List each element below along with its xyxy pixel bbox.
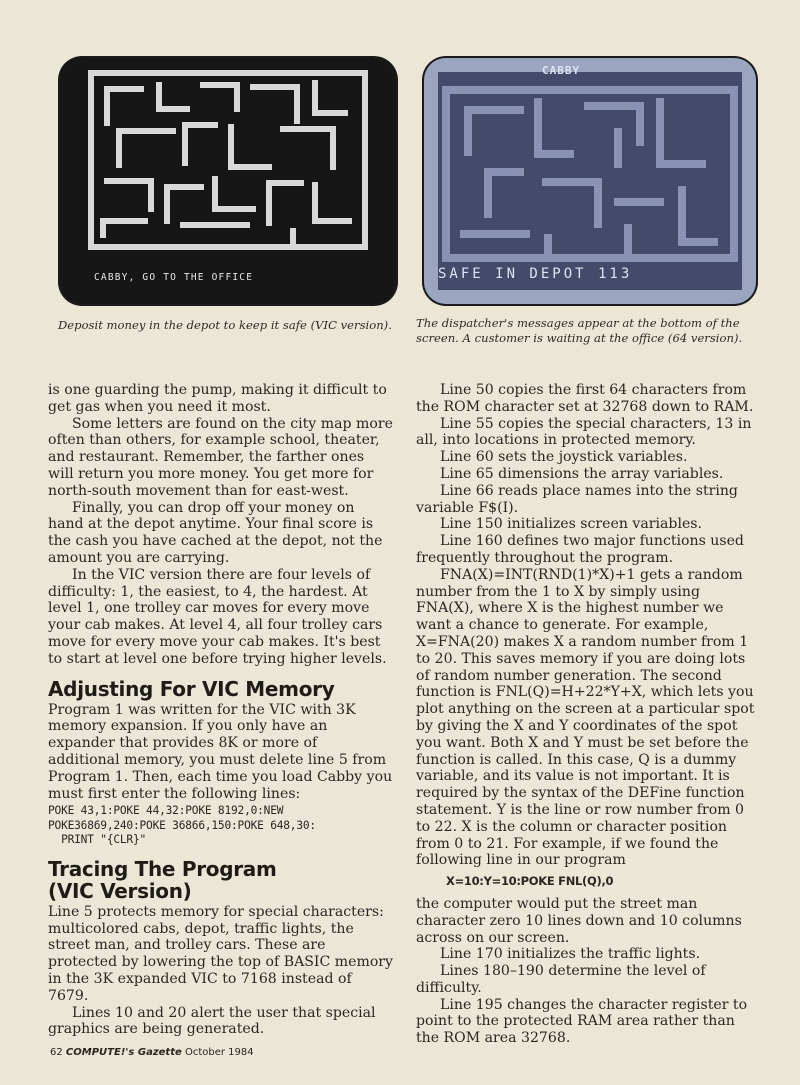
paragraph: Line 55 copies the special characters, 13 in all, into locations in protected memory. [416,415,752,449]
paragraph: Lines 180–190 determine the level of difficulty. [416,963,706,996]
paragraph: In the VIC version there are four levels of difficulty: 1, the easiest, to 4, the hardest. At level 1, one trolley car moves for every move your cab makes. At level 4, all four trolley cars move for every move your cab makes. It's best to start at level one before trying higher levels. [48,566,387,667]
paragraph: Lines 10 and 20 alert the user that special graphics are being generated. [48,1004,376,1038]
paragraph: FNA(X)=INT(RND(1)*X)+1 gets a random number from the 1 to X by simply using FNA(X), where X is the highest number we want a chance to generate. For example, X=FNA(20) makes X a random number from 1 to 20. This saves memory if you are doing lots of random number generation. The second function is FNL(Q)=H+22*Y+X, which lets you plot anything on the screen at a particular spot by giving the X and Y coordinates of the spot you want. Both X and Y must be set before the function is called. In this case, Q is a dummy variable, and its value is not important. It is required by the syntax of the DEFine function statement. Y is the line or row number from 0 to 22. X is the column or character position from 0 to 21. For example, if we found the following line in our program [416,566,755,869]
section-heading: Tracing The Program [48,856,277,881]
paragraph: Line 60 sets the joystick variables. [440,449,688,466]
paragraph: Line 66 reads place names into the string variable F$(I). [416,482,738,516]
vic-caption: Deposit money in the depot to keep it safe (VIC version). [58,318,392,332]
code-listing: POKE 43,1:POKE 44,32:POKE 8192,0:NEW POKE36869,240:POKE 36866,150:POKE 648,30: PRINT "{CLR}" [48,804,316,847]
right-column [416,382,761,1047]
page-number: 62 [50,1047,63,1058]
vic-maze-graphic [60,58,396,304]
left-column [48,382,393,1038]
page-footer [50,1047,254,1058]
code-line: X=10:Y=10:POKE FNL(Q),0 [446,874,614,889]
c64-title: CABBY [542,64,581,77]
paragraph: Program 1 was written for the VIC with 3K memory expansion. If you only have an expander that provides 8K or more of additional memory, you must delete line 5 from Program 1. Then, each time you load Cabby you must first enter the following lines: [48,701,393,802]
paragraph: Line 150 initializes screen variables. [440,516,703,533]
paragraph: is one guarding the pump, making it difficult to get gas when you need it most. [48,382,387,415]
paragraph: Line 170 initializes the traffic lights. [440,946,701,963]
c64-screenshot [424,58,756,304]
c64-caption: The dispatcher's messages appear at the bottom of the screen. A customer is waiting at the office (64 version). [416,316,743,345]
issue-date: October 1984 [184,1047,254,1058]
paragraph: Line 50 copies the first 64 characters from the ROM character set at 32768 down to RAM. [416,382,754,415]
paragraph: Line 195 changes the character register to point to the protected RAM area rather than the ROM area 32768. [416,996,748,1047]
c64-dispatcher-message: SAFE IN DEPOT 113 [438,266,633,282]
paragraph: Some letters are found on the city map more often than others, for example school, theater, and restaurant. Remember, the farther ones will return you more money. You get more for north-south movement than for east-west. [48,415,393,499]
paragraph: the computer would put the street man character zero 10 lines down and 10 columns across on our screen. [416,895,742,946]
section-heading: (VIC Version) [48,878,192,903]
section-heading: Adjusting For VIC Memory [48,676,335,701]
vic-dispatcher-message: CABBY, GO TO THE OFFICE [94,272,254,283]
vic-screenshot [60,58,396,304]
paragraph: Line 5 protects memory for special characters: multicolored cabs, depot, traffic lights, the street man, and trolley cars. These are protected by lowering the top of BASIC memory in the 3K expanded VIC to 7168 instead of 7679. [48,903,394,1004]
paragraph: Finally, you can drop off your money on hand at the depot anytime. Your final score is the cash you have cached at the depot, not the amount you are carrying. [48,499,383,566]
paragraph: Line 65 dimensions the array variables. [440,465,724,482]
paragraph: Line 160 defines two major functions used frequently throughout the program. [416,533,744,566]
publication-name: COMPUTE!'s Gazette [65,1047,182,1058]
